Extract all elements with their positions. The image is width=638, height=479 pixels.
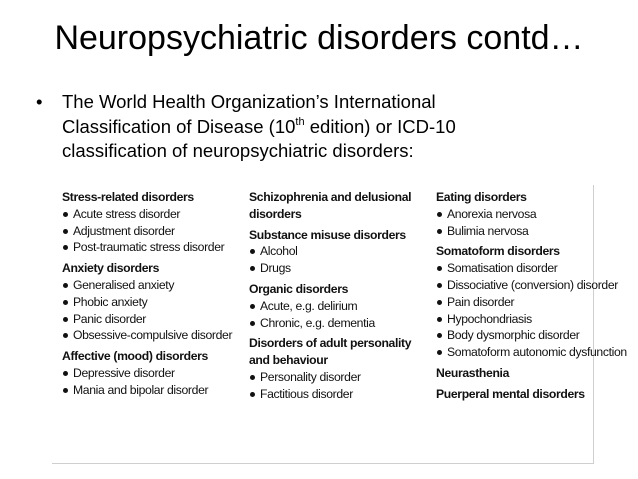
table-column-2 (249, 189, 424, 403)
list-item: Body dysmorphic disorder (436, 327, 591, 344)
group-heading (249, 189, 424, 223)
list-item: Hypochondriasis (436, 311, 591, 328)
slide-title: Neuropsychiatric disorders contd… (54, 19, 584, 57)
intro-line-2 (62, 115, 616, 140)
list-item: Chronic, e.g. dementia (249, 315, 424, 332)
group-heading-line: Schizophrenia and delusional (249, 190, 412, 204)
list-item: Pain disorder (436, 294, 591, 311)
group-heading-line: and behaviour (249, 353, 328, 368)
list-item: Acute stress disorder (62, 206, 237, 223)
list-item: Somatoform autonomic dysfunction (436, 344, 591, 361)
icd10-classification-table (52, 185, 627, 464)
group-heading: Substance misuse disorders (249, 227, 406, 242)
list-item: Somatisation disorder (436, 260, 591, 277)
list-item: Generalised anxiety (62, 277, 237, 294)
group-heading: Eating disorders (436, 190, 527, 204)
intro-line-2-start: Classification of Disease (10 (62, 115, 296, 137)
group-heading (249, 335, 424, 369)
intro-text (62, 90, 616, 164)
group-heading-line: Disorders of adult personality (249, 336, 412, 351)
intro-bullet (36, 90, 616, 164)
intro-line-3: classification of neuropsychiatric disorders: (62, 140, 414, 161)
table-column-3 (436, 189, 627, 403)
list-item: Alcohol (249, 243, 424, 260)
list-item: Personality disorder (249, 369, 424, 386)
group-heading: Neurasthenia (436, 365, 510, 380)
list-item: Phobic anxiety (62, 294, 237, 311)
list-item: Acute, e.g. delirium (249, 298, 424, 315)
group-heading: Stress-related disorders (62, 190, 194, 204)
list-item: Depressive disorder (62, 365, 237, 382)
list-item: Bulimia nervosa (436, 223, 591, 240)
ordinal-superscript: th (295, 115, 305, 128)
intro-line-1: The World Health Organization’s International (62, 91, 436, 112)
list-item: Panic disorder (62, 311, 237, 328)
list-item: Mania and bipolar disorder (62, 382, 237, 399)
bullet-marker: • (36, 91, 43, 112)
group-heading: Puerperal mental disorders (436, 386, 585, 401)
list-item: Drugs (249, 260, 424, 277)
group-heading: Affective (mood) disorders (62, 349, 208, 364)
list-item: Obsessive-compulsive disorder (62, 327, 237, 344)
list-item: Anorexia nervosa (436, 206, 591, 223)
list-item: Factitious disorder (249, 386, 424, 403)
intro-line-2-end: edition) or ICD-10 (304, 115, 456, 137)
group-heading-line: disorders (249, 206, 302, 221)
group-heading: Somatoform disorders (436, 244, 560, 259)
table-column-1 (62, 189, 237, 399)
list-item: Dissociative (conversion) disorder (436, 277, 591, 294)
list-item: Post-traumatic stress disorder (62, 239, 237, 256)
group-heading: Anxiety disorders (62, 261, 160, 276)
group-heading: Organic disorders (249, 281, 349, 296)
list-item: Adjustment disorder (62, 223, 237, 240)
